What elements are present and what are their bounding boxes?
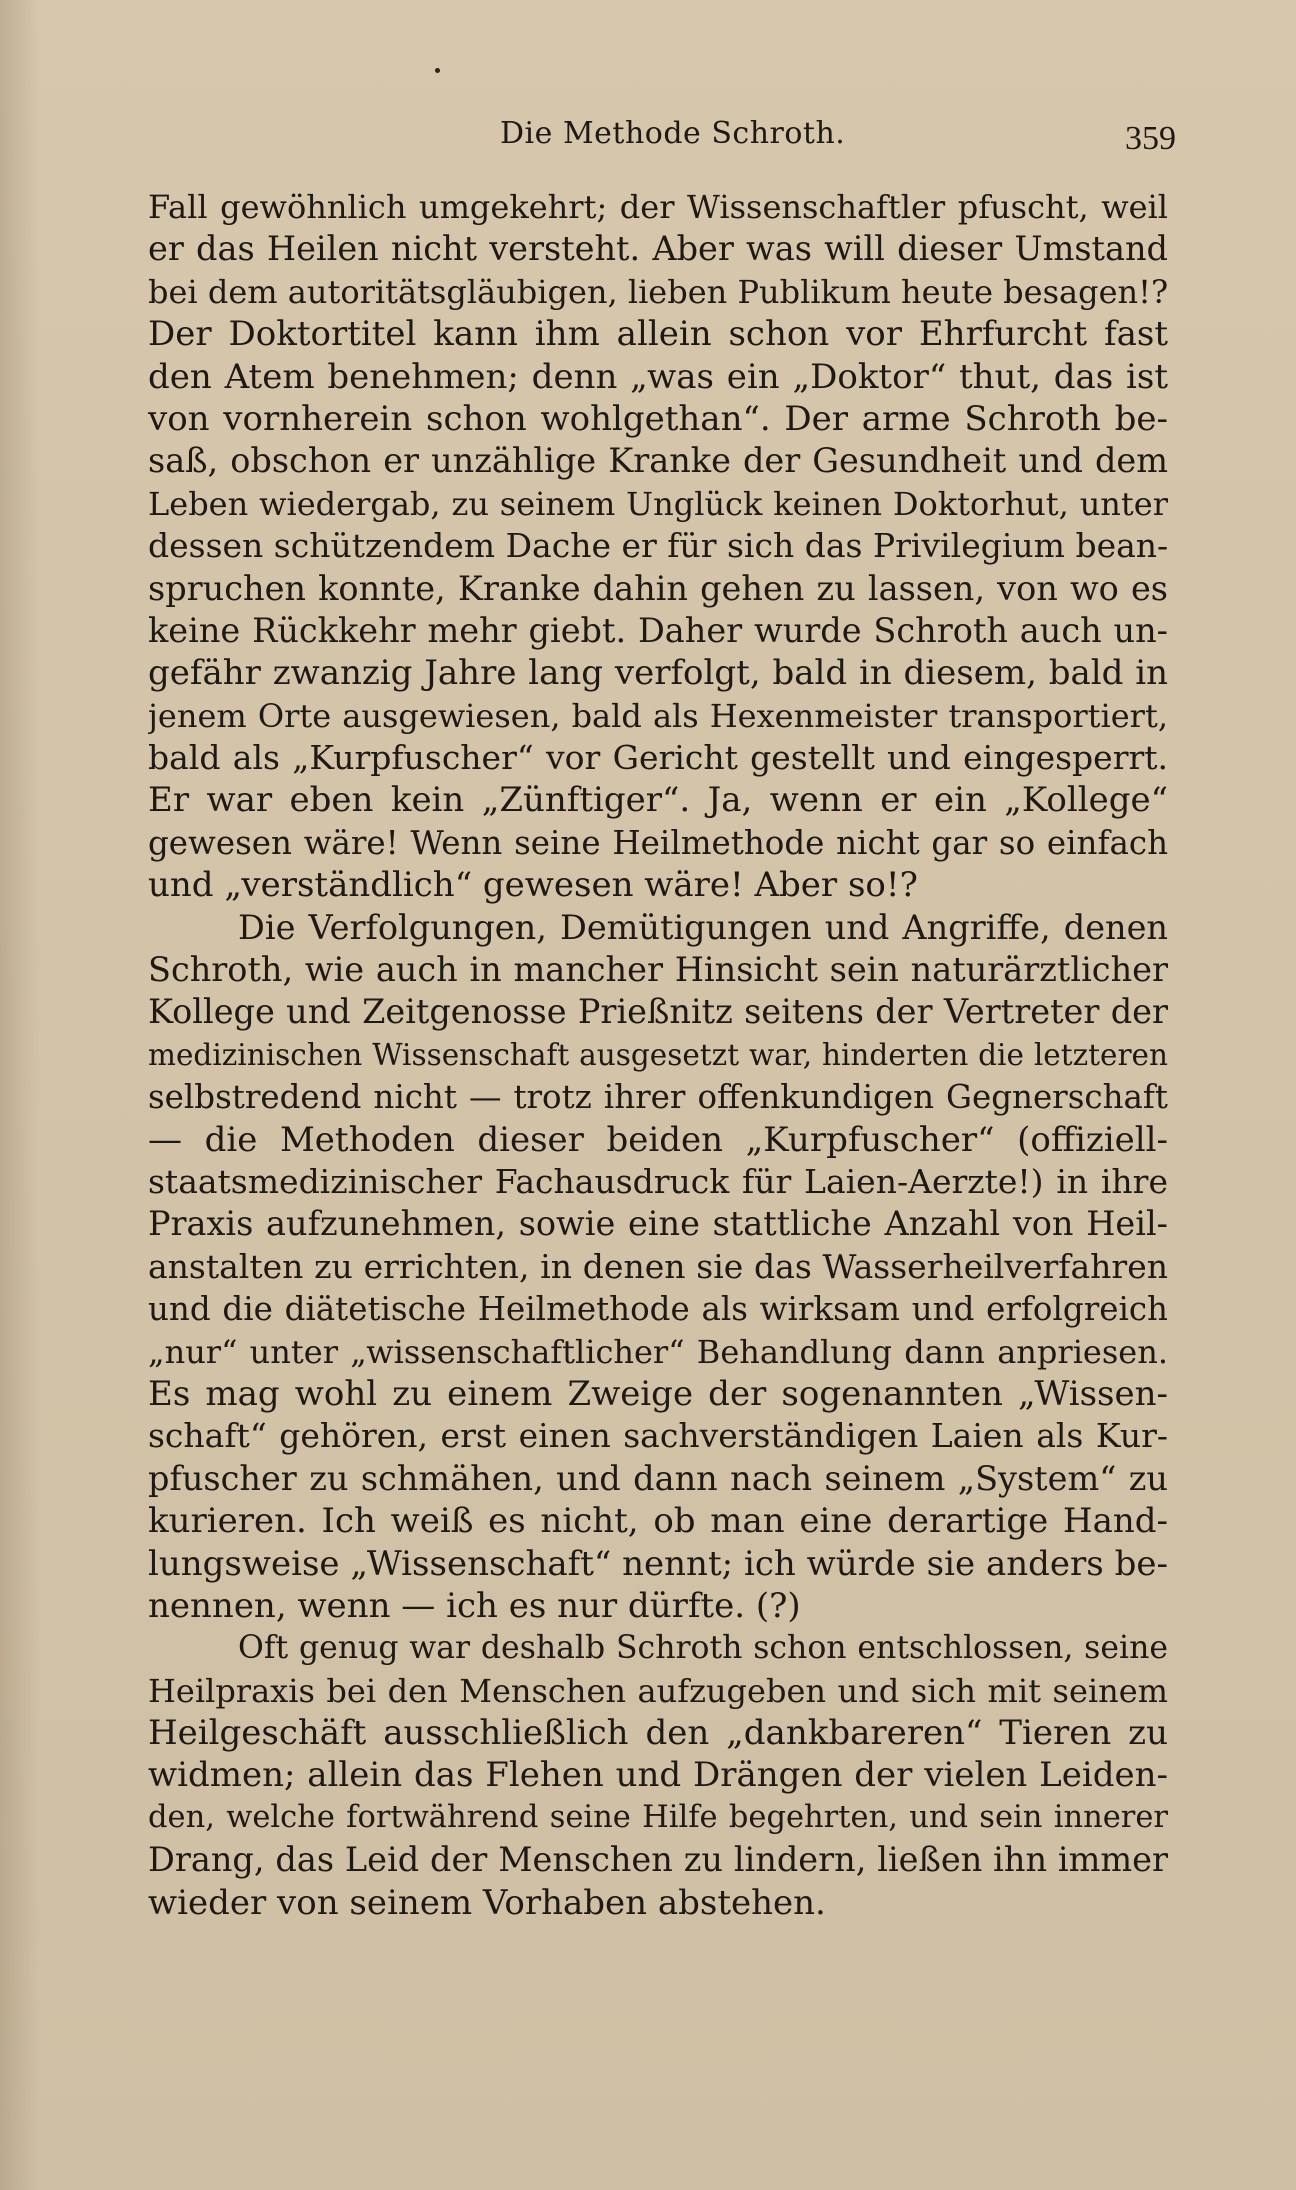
text-line: keine Rückkehr mehr giebt. Daher wurde Schroth auch un- bbox=[148, 610, 1168, 650]
text-line: Schroth, wie auch in mancher Hinsicht sein naturärztlicher bbox=[148, 950, 1168, 990]
text-line: kurieren. Ich weiß es nicht, ob man eine derartige Hand- bbox=[148, 1501, 1168, 1542]
text-line: Es mag wohl zu einem Zweige der sogenannten „Wissen- bbox=[148, 1373, 1168, 1414]
text-line: den, welche fortwährend seine Hilfe begehrten, und sein innerer bbox=[148, 1799, 1168, 1835]
text-line: Heilgeschäft ausschließlich den „dankbareren“ Tieren zu bbox=[148, 1713, 1168, 1754]
text-line: bald als „Kurpfuscher“ vor Gericht gestellt und eingesperrt. bbox=[148, 738, 1168, 778]
text-line: selbstredend nicht — trotz ihrer offenkundigen Gegnerschaft bbox=[148, 1078, 1168, 1117]
text-line: staatsmedizinischer Fachausdruck für Laien-Aerzte!) in ihre bbox=[148, 1161, 1168, 1201]
body-text bbox=[148, 186, 1168, 1924]
text-line: und die diätetische Heilmethode als wirksam und erfolgreich bbox=[148, 1290, 1168, 1329]
text-line: von vornherein schon wohlgethan“. Der arme Schroth be- bbox=[148, 398, 1168, 439]
text-line: spruchen konnte, Kranke dahin gehen zu lassen, von wo es bbox=[148, 568, 1168, 608]
text-line: schaft“ gehören, erst einen sachverständigen Laien als Kur- bbox=[148, 1416, 1168, 1456]
text-line: Der Doktortitel kann ihm allein schon vor Ehrfurcht fast bbox=[148, 314, 1168, 355]
text-line: Heilpraxis bei den Menschen aufzugeben und sich mit seinem bbox=[148, 1671, 1168, 1710]
text-line: dessen schützendem Dache er für sich das Privilegium bean- bbox=[148, 526, 1168, 566]
text-line: Fall gewöhnlich umgekehrt; der Wissenschaftler pfuscht, weil bbox=[148, 188, 1168, 226]
text-line: gefähr zwanzig Jahre lang verfolgt, bald in diesem, bald in bbox=[148, 653, 1168, 694]
paragraph-start-line: Oft genug war deshalb Schroth schon entschlossen, seine bbox=[238, 1630, 1168, 1667]
text-line: den Atem benehmen; denn „was ein „Doktor“ thut, das ist bbox=[148, 356, 1168, 397]
text-line: lungsweise „Wissenschaft“ nennt; ich würde sie anders be- bbox=[148, 1543, 1168, 1584]
text-line: medizinischen Wissenschaft ausgesetzt war, hinderten die letzteren bbox=[148, 1037, 1168, 1072]
text-line: Praxis aufzunehmen, sowie eine stattliche Anzahl von Heil- bbox=[148, 1204, 1168, 1244]
text-line: gewesen wäre! Wenn seine Heilmethode nicht gar so einfach bbox=[148, 823, 1168, 862]
print-speck bbox=[435, 68, 440, 73]
text-line: Kollege und Zeitgenosse Prießnitz seitens der Vertreter der bbox=[148, 992, 1168, 1032]
page-header bbox=[150, 110, 1176, 160]
text-line: jenem Orte ausgewiesen, bald als Hexenmeister transportiert, bbox=[148, 696, 1168, 735]
paragraph-end-line: wieder von seinem Vorhaben abstehen. bbox=[148, 1882, 826, 1923]
text-line: „nur“ unter „wissenschaftlicher“ Behandlung dann anpriesen. bbox=[148, 1332, 1168, 1371]
text-line: er das Heilen nicht versteht. Aber was will dieser Umstand bbox=[148, 229, 1168, 269]
text-line: saß, obschon er unzählige Kranke der Gesundheit und dem bbox=[148, 441, 1168, 481]
paragraph-end-line: nennen, wenn — ich es nur dürfte. (?) bbox=[148, 1585, 801, 1626]
page-number: 359 bbox=[1125, 120, 1176, 157]
running-head: Die Methode Schroth. bbox=[500, 116, 846, 151]
paragraph-start-line: Die Verfolgungen, Demütigungen und Angriffe, denen bbox=[238, 907, 1168, 947]
page-edge-shadow bbox=[0, 0, 40, 2190]
text-line: bei dem autoritätsgläubigen, lieben Publikum heute besagen!? bbox=[148, 272, 1168, 311]
paragraph-end-line: und „verständlich“ gewesen wäre! Aber so!? bbox=[148, 865, 918, 906]
text-line: Drang, das Leid der Menschen zu lindern, ließen ihn immer bbox=[148, 1840, 1168, 1880]
text-line: anstalten zu errichten, in denen sie das Wasserheilverfahren bbox=[148, 1246, 1168, 1286]
text-line: widmen; allein das Flehen und Drängen der vielen Leiden- bbox=[148, 1755, 1168, 1796]
text-line: pfuscher zu schmähen, und dann nach seinem „System“ zu bbox=[148, 1458, 1168, 1498]
text-line: Leben wiedergab, zu seinem Unglück keinen Doktorhut, unter bbox=[148, 484, 1168, 523]
text-line: — die Methoden dieser beiden „Kurpfuscher“ (offiziell- bbox=[148, 1119, 1168, 1160]
text-line: Er war eben kein „Zünftiger“. Ja, wenn er ein „Kollege“ bbox=[148, 780, 1168, 821]
